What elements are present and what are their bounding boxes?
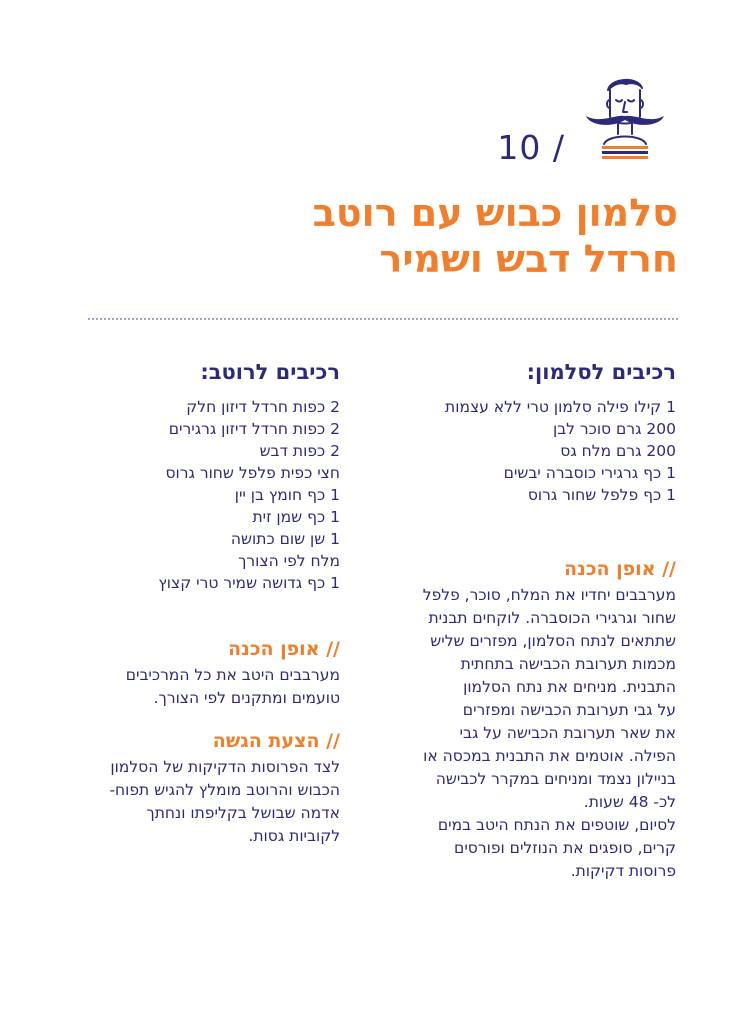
list-item: 2 כפות דבש [259, 442, 340, 460]
page-number: 10 / [497, 128, 565, 167]
method-line: פרוסות דקיקות. [570, 862, 676, 880]
list-item: 2 כפות חרדל דיזון גרגירים [168, 420, 340, 438]
list-item: 1 כף חומץ בן יין [234, 486, 340, 504]
title-line-1: סלמון כבוש עם רוטב [312, 191, 678, 235]
salmon-column [376, 360, 676, 883]
method-line: בניילון נצמד ומניחים במקרר לכבישה [435, 770, 676, 788]
serving-suggestion-text [60, 756, 340, 848]
list-item: מלח לפי הצורך [238, 552, 340, 570]
serving-line: לצד הפרוסות הדקיקות של הסלמון [110, 758, 340, 776]
sauce-column [60, 360, 340, 848]
method-line: שתתאים לנתח הסלמון, מפזרים שליש [430, 632, 676, 650]
list-item: 1 כף שמן זית [252, 508, 340, 526]
list-item: 1 קילו פילה סלמון טרי ללא עצמות [445, 398, 676, 416]
method-line: התבנית. מניחים את נתח הסלמון [463, 678, 676, 696]
method-line: מערבבים היטב את כל המרכיבים [125, 666, 340, 684]
mustache-man-icon [580, 72, 670, 164]
method-line: את שאר תערובת הכבישה על גבי [459, 724, 676, 742]
serving-line: אדמה שבושל בקליפתו ונחתך [146, 804, 340, 822]
list-item: 1 כף גרגירי כוסברה יבשים [503, 464, 676, 482]
method-line: הפילה. אוטמים את התבנית במכסה או [423, 747, 676, 765]
sauce-ingredients-heading: רכיבים לרוטב: [200, 360, 340, 384]
list-item: 200 גרם סוכר לבן [552, 420, 676, 438]
method-line: מכמות תערובת הכבישה בתחתית [460, 655, 676, 673]
method-line: קרים, סופגים את הנוזלים ופורסים [454, 839, 676, 857]
list-item: 2 כפות חרדל דיזון חלק [186, 398, 340, 416]
sauce-method-heading: // אופן הכנה [228, 638, 340, 660]
list-item: 200 גרם מלח גס [560, 442, 676, 460]
method-line: לסיום, שוטפים את הנתח היטב במים [437, 816, 676, 834]
salmon-ingredients-list [376, 396, 676, 506]
title-line-2: חרדל דבש ושמיר [379, 237, 678, 281]
salmon-ingredients-heading: רכיבים לסלמון: [526, 360, 676, 384]
serving-line: לקוביות גסות. [248, 827, 340, 845]
salmon-method-text [376, 584, 676, 883]
serving-suggestion-heading: // הצעת הגשה [212, 730, 340, 752]
dotted-divider [88, 318, 678, 320]
method-line: שחור וגרגירי הכוסברה. לוקחים תבנית [428, 609, 676, 627]
method-line: על גבי תערובת הכבישה ומפזרים [462, 701, 676, 719]
method-line: לכ- 48 שעות. [583, 793, 676, 811]
method-line: מערבבים יחדיו את המלח, סוכר, פלפל [422, 586, 676, 604]
list-item: 1 כף פלפל שחור גרוס [527, 486, 676, 504]
page-title [118, 190, 678, 282]
salmon-method-heading: // אופן הכנה [564, 558, 676, 580]
sauce-method-text [60, 664, 340, 710]
method-line: טועמים ומתקנים לפי הצורך. [153, 689, 340, 707]
list-item: חצי כפית פלפל שחור גרוס [165, 464, 340, 482]
serving-line: הכבוש והרוטב מומלץ להגיש תפוח- [109, 781, 340, 799]
list-item: 1 שן שום כתושה [230, 530, 340, 548]
sauce-ingredients-list [60, 396, 340, 594]
list-item: 1 כף גדושה שמיר טרי קצוץ [158, 574, 340, 592]
